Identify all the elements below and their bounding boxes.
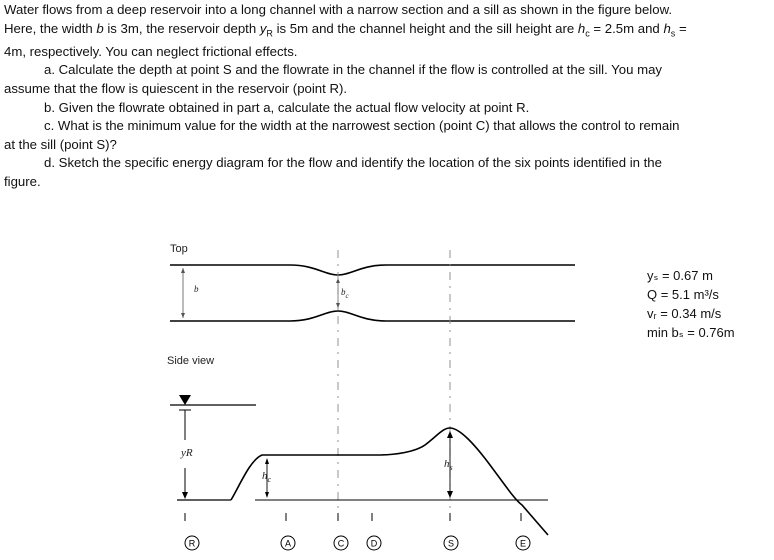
answers-box	[647, 266, 735, 342]
intro-line-3: 4m, respectively. You can neglect frictional effects.	[4, 43, 298, 59]
part-b: b. Given the flowrate obtained in part a, calculate the actual flow velocity at point R.	[44, 99, 530, 115]
top-view-label: Top	[170, 243, 188, 255]
point-e-label: E	[519, 538, 527, 549]
bc-label: $b_c$	[341, 287, 349, 300]
point-ticks	[185, 513, 521, 521]
hc-label: $h_c$	[262, 470, 272, 485]
yr-label: yR	[181, 447, 193, 459]
intro-line-2: Here, the width b is 3m, the reservoir depth $y_R$ is 5m and the channel height and the sill height are $h_c = 2.5m$ and $h_s$ =	[4, 20, 687, 39]
top-view-upper-wall	[170, 265, 575, 275]
point-markers	[185, 536, 530, 550]
point-s-label: S	[447, 538, 455, 549]
intro-line-1: Water flows from a deep reservoir into a long channel with a narrow section and a sill as shown in the figure below.	[4, 2, 673, 17]
b-label: b	[194, 284, 199, 294]
part-d-line-1: d. Sketch the specific energy diagram for the flow and identify the location of the six points identified in the	[44, 155, 662, 171]
answer-vr: vᵣ = 0.34 m/s	[647, 306, 722, 321]
water-surface-marker	[179, 395, 191, 405]
part-c-line-2: at the sill (point S)?	[4, 136, 117, 152]
point-a-label: A	[284, 538, 292, 549]
top-view-lower-wall	[170, 311, 575, 321]
hs-label: $h_s$	[444, 458, 453, 473]
answer-q: Q = 5.1 m³/s	[647, 287, 719, 302]
part-d-line-2: figure.	[4, 173, 41, 189]
point-r-label: R	[188, 538, 196, 549]
part-c-line-1: c. What is the minimum value for the width at the narrowest section (point C) that allows the control to remain	[44, 118, 680, 134]
side-view-label: Side view	[167, 355, 215, 367]
answer-min-bs: min bₛ = 0.76m	[647, 325, 735, 340]
point-d-label: D	[370, 538, 378, 549]
part-a-line-2: assume that the flow is quiescent in the reservoir (point R).	[4, 81, 348, 97]
answer-ys: yₛ = 0.67 m	[647, 268, 713, 283]
part-a-line-1: a. Calculate the depth at point S and the flowrate in the channel if the flow is controlled at the sill. You may	[44, 62, 662, 78]
point-c-label: C	[337, 538, 345, 549]
channel-bottom-profile	[231, 428, 548, 535]
